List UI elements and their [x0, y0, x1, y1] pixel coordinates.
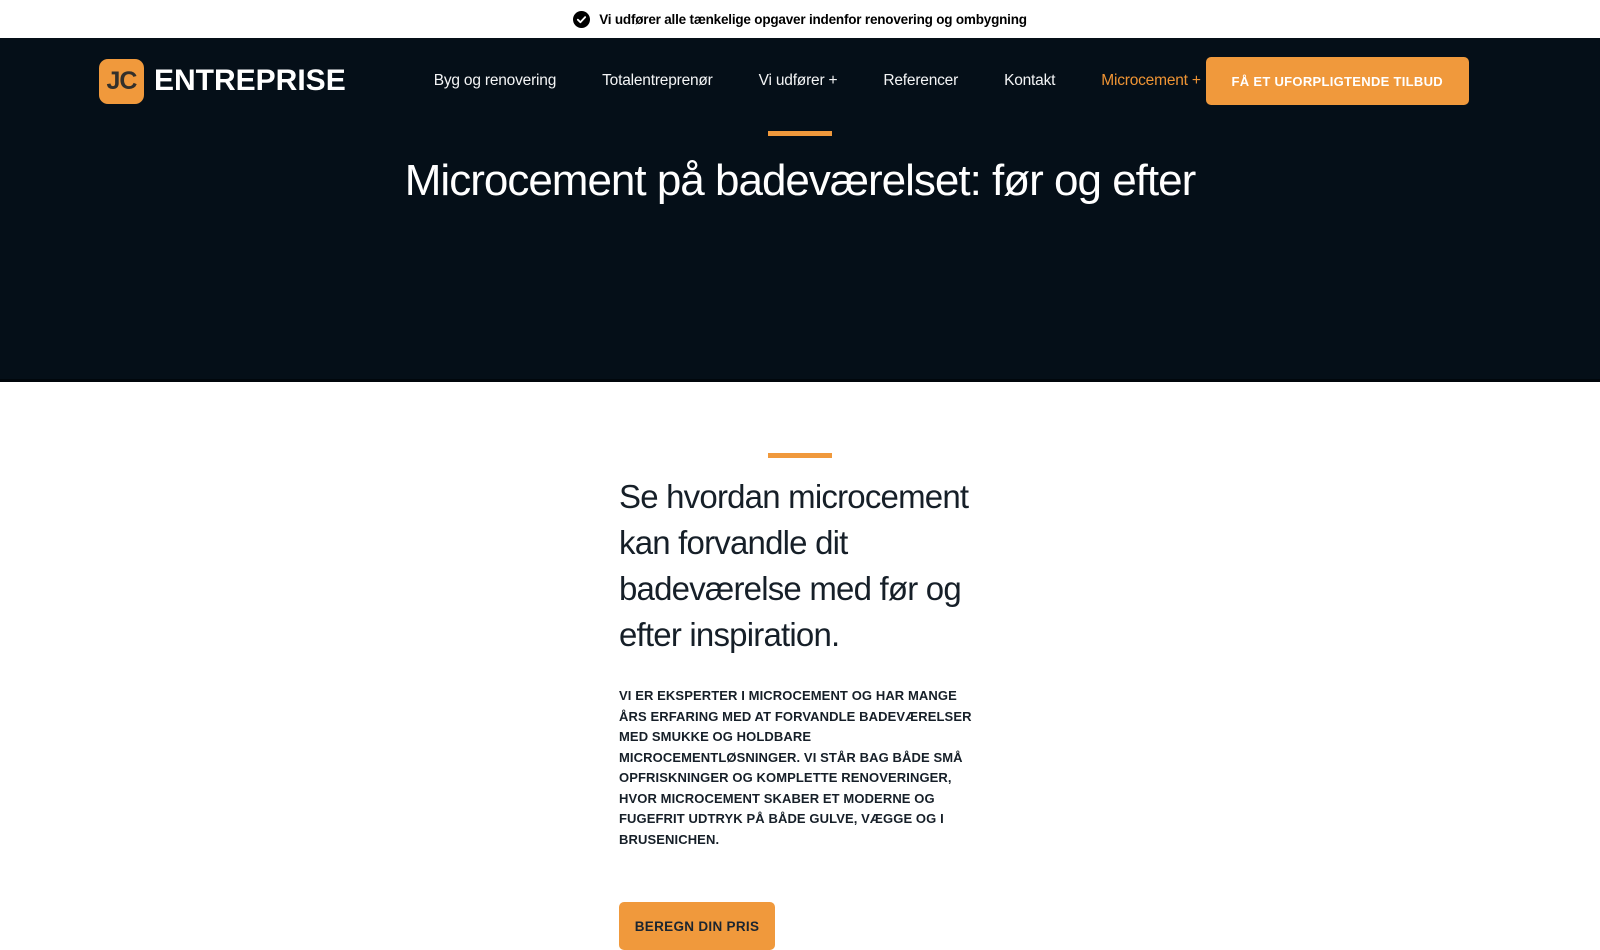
page-title: Microcement på badeværelset: før og efter: [404, 156, 1196, 205]
announcement-bar: [0, 0, 1600, 38]
nav-item-byg-og-renovering[interactable]: Byg og renovering: [433, 72, 557, 89]
hero-accent-divider: [768, 131, 832, 136]
get-quote-button[interactable]: FÅ ET UFORPLIGTENDE TILBUD: [1206, 57, 1469, 105]
intro-column: [619, 474, 981, 950]
main-nav: [434, 72, 1206, 90]
nav-item-microcement[interactable]: Microcement +: [1101, 72, 1201, 89]
logo-badge: JC: [99, 59, 144, 104]
nav-item-referencer[interactable]: Referencer: [883, 72, 959, 89]
calculate-price-button[interactable]: BEREGN DIN PRIS: [619, 902, 775, 950]
company-logo[interactable]: [99, 59, 346, 104]
section-accent-divider: [768, 453, 832, 458]
logo-name: ENTREPRISE: [154, 64, 346, 97]
nav-item-vi-udforer[interactable]: Vi udfører +: [758, 72, 838, 89]
nav-item-kontakt[interactable]: Kontakt: [1004, 72, 1056, 89]
section-body-text: VI ER EKSPERTER I MICROCEMENT OG HAR MANGE ÅRS ERFARING MED AT FORVANDLE BADEVÆRELSER MED SMUKKE OG HOLDBARE MICROCEMENTLØSNINGER. VI STÅR BAG BÅDE SMÅ OPFRISKNINGER OG KOMPLETTE RENOVERINGER, HVOR MICROCEMENT SKABER ET MODERNE OG FUGEFRIT UDTRYK PÅ BÅDE GULVE, VÆGGE OG I BRUSENICHEN.: [619, 688, 972, 847]
announcement-text: Vi udfører alle tænkelige opgaver indenfor renovering og ombygning: [599, 11, 1027, 27]
check-circle-icon: [573, 11, 590, 28]
hero-section: [0, 38, 1600, 382]
intro-section: [0, 453, 1600, 950]
section-heading: Se hvordan microcement kan forvandle dit badeværelse med før og efter inspiration.: [619, 478, 969, 653]
main-header: [0, 38, 1600, 124]
nav-item-totalentreprenor[interactable]: Totalentreprenør: [602, 72, 713, 89]
